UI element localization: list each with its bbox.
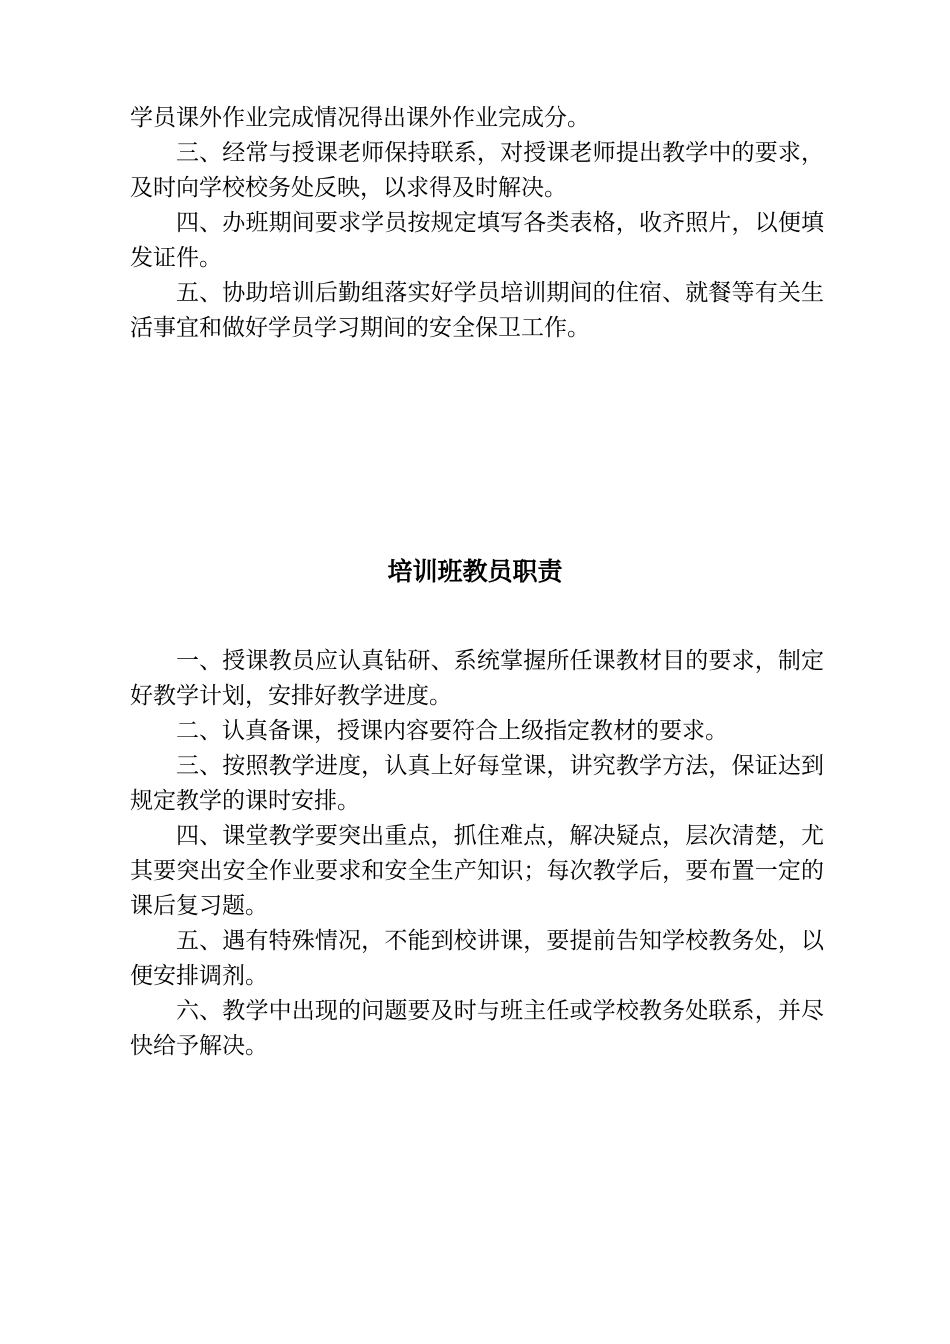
duty-item-1: 一、授课教员应认真钻研、系统掌握所任课教材目的要求，制定好教学计划，安排好教学进度。 <box>130 648 824 709</box>
duty-item-3: 三、按照教学进度，认真上好每堂课，讲究教学方法，保证达到规定教学的课时安排。 <box>130 753 824 814</box>
paragraph-item-3: 三、经常与授课老师保持联系，对授课老师提出教学中的要求，及时向学校校务处反映，以求得及时解决。 <box>130 140 824 201</box>
paragraph-continued: 学员课外作业完成情况得出课外作业完成分。 <box>130 105 590 131</box>
section-title: 培训班教员职责 <box>387 557 563 586</box>
duty-item-4: 四、课堂教学要突出重点，抓住难点，解决疑点，层次清楚，尤其要突出安全作业要求和安全生产知识；每次教学后，要布置一定的课后复习题。 <box>130 823 824 919</box>
section-continuation <box>130 101 824 346</box>
duty-item-2: 二、认真备课，授课内容要符合上级指定教材的要求。 <box>176 718 728 744</box>
duty-item-5: 五、遇有特殊情况，不能到校讲课，要提前告知学校教务处，以便安排调剂。 <box>130 928 824 989</box>
paragraph-item-4: 四、办班期间要求学员按规定填写各类表格，收齐照片，以便填发证件。 <box>130 210 824 271</box>
duty-item-6: 六、教学中出现的问题要及时与班主任或学校教务处联系，并尽快给予解决。 <box>130 998 824 1059</box>
paragraph-item-5: 五、协助培训后勤组落实好学员培训期间的住宿、就餐等有关生活事宜和做好学员学习期间的安全保卫工作。 <box>130 280 824 341</box>
section-instructor-duties <box>130 644 824 1064</box>
